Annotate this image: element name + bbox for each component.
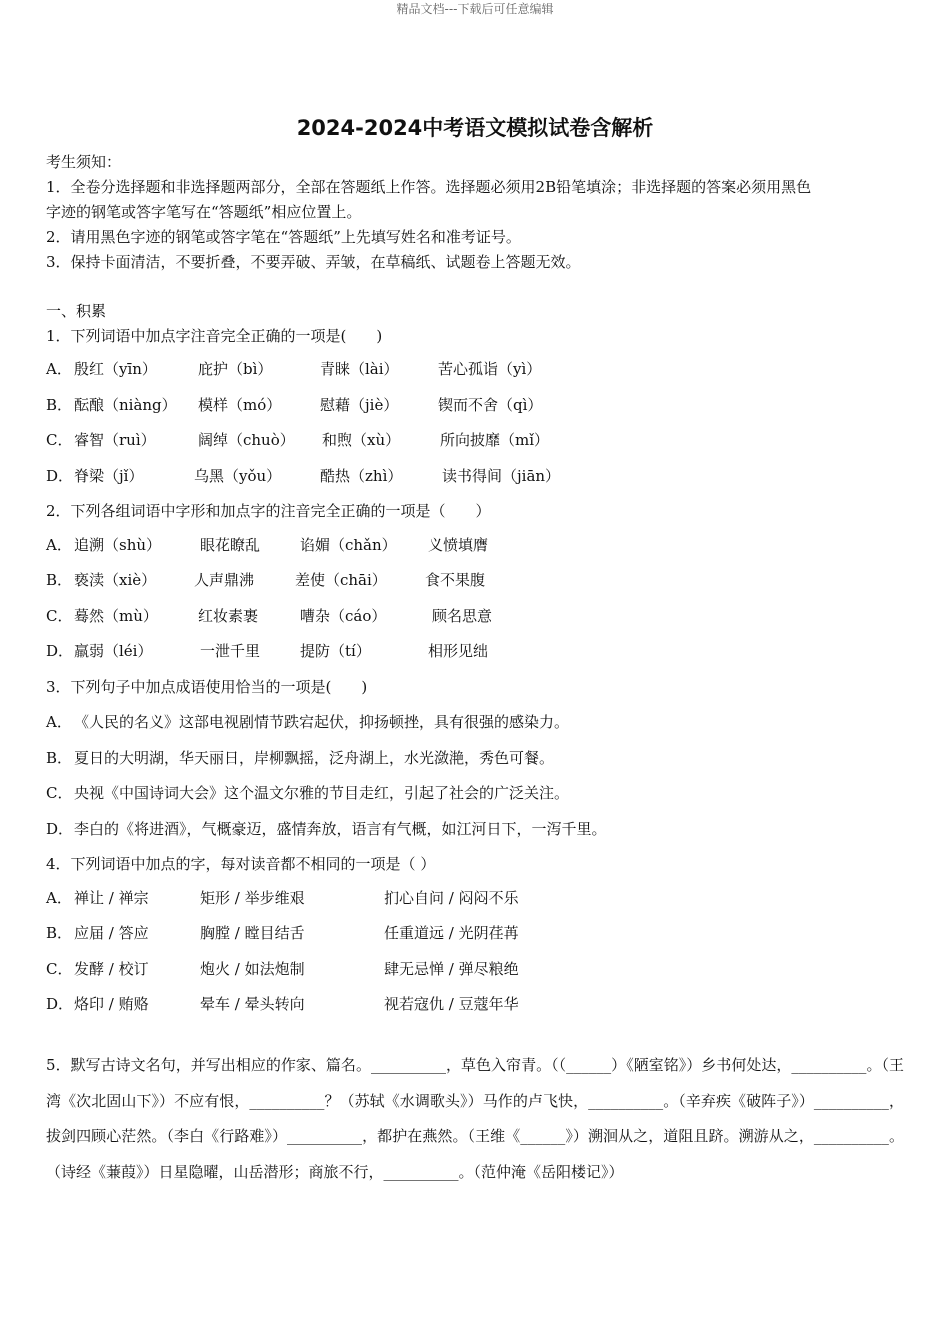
option-item: 青睐（lài） [320,360,399,378]
option-item: 殷红（yīn） [74,360,157,378]
option-item: 蓦然（mù） [74,607,158,625]
option-item: 乌黑（yǒu） [194,467,282,485]
option-item: 眼花瞭乱 [200,536,261,554]
option-item: 红妆素裹 [198,607,259,625]
option-item: 追溯（shù） [74,536,162,554]
option-text: 央视《中国诗词大会》这个温文尔雅的节目走红，引起了社会的广泛关注。 [74,784,570,802]
notice-item: 3．保持卡面清洁，不要折叠，不要弄破、弄皱，在草稿纸、试题卷上答题无效。 [46,253,581,271]
question-3-stem: 3．下列句子中加点成语使用恰当的一项是( ) [46,678,368,696]
option-label: B． [46,924,73,942]
option-item: 一泄千里 [200,642,261,660]
question-2-stem: 2．下列各组词语中字形和加点字的注音完全正确的一项是（ ） [46,502,491,520]
option-item: 苦心孤诣（yì） [438,360,542,378]
notice-item: 1．全卷分选择题和非选择题两部分，全部在答题纸上作答。选择题必须用2B铅笔填涂；非选择题的答案必须用黑色 [46,178,812,196]
option-text: 李白的《将进酒》，气概豪迈，盛情奔放，语言有气概，如江河日下，一泻千里。 [74,820,607,838]
option-label: D． [46,995,74,1013]
option-item: 阔绰（chuò） [198,431,295,449]
option-label: B． [46,396,73,414]
notice-item: 2．请用黑色字迹的钢笔或答字笔在“答题纸”上先填写姓名和准考证号。 [46,228,521,246]
option-item: 肆无忌惮 / 弹尽粮绝 [384,960,519,978]
question-4-stem: 4．下列词语中加点的字，每对读音都不相同的一项是（ ） [46,855,436,873]
option-item: 慰藉（jiè） [320,396,399,414]
option-label: A． [46,536,72,554]
option-label: D． [46,820,74,838]
option-item: 义愤填膺 [428,536,489,554]
option-item: 和煦（xù） [322,431,401,449]
option-item: 矩形 / 举步维艰 [200,889,305,907]
notice-heading: 考生须知： [46,153,122,171]
option-label: B． [46,749,73,767]
option-item: 模样（mó） [198,396,282,414]
option-item: 禅让 / 禅宗 [74,889,149,907]
option-item: 应届 / 答应 [74,924,149,942]
option-item: 脊梁（jǐ） [74,467,144,485]
option-item: 庇护（bì） [198,360,273,378]
option-item: 所向披靡（mǐ） [440,431,550,449]
option-label: C． [46,607,73,625]
option-item: 酝酿（niàng） [74,396,177,414]
option-item: 晕车 / 晕头转向 [200,995,305,1013]
option-item: 提防（tí） [300,642,371,660]
option-item: 顾名思意 [432,607,493,625]
page-title: 2024-2024中考语文模拟试卷含解析 [296,116,654,140]
option-text: 夏日的大明湖，华天丽日，岸柳飘摇，泛舟湖上，水光潋滟，秀色可餐。 [74,749,555,767]
page-header: 精品文档---下载后可任意编辑 [396,2,554,16]
question-1-stem: 1．下列词语中加点字注音完全正确的一项是( ) [46,327,383,345]
option-item: 锲而不舍（qì） [438,396,543,414]
option-item: 人声鼎沸 [194,571,255,589]
option-label: A． [46,889,72,907]
option-item: 酷热（zhì） [320,467,403,485]
option-item: 任重道远 / 光阴荏苒 [384,924,519,942]
question-5-text: 5．默写古诗文名句，并写出相应的作家、篇名。__________，草色入帘青。（（______）《陋室铭》）乡书何处达，__________。（王湾《次北固山下》）不应有恨，__________？（苏轼《水调歌头》）马作的卢飞快，__________。（辛弃疾《破阵子》）__________，拔剑四顾心茫然。（李白《行路难》）__________，都护在燕然。（王维《______》）溯洄从之，道阻且跻。溯游从之，__________。（诗经《蒹葭》）日星隐曜，山岳潜形；商旅不行，__________。（范仲淹《岳阳楼记》） [46,1056,904,1181]
option-item: 差使（chāi） [295,571,387,589]
option-label: C． [46,784,73,802]
option-item: 谄媚（chǎn） [300,536,397,554]
option-item: 扪心自问 / 闷闷不乐 [384,889,519,907]
option-item: 嘈杂（cáo） [300,607,387,625]
option-item: 胸膛 / 瞠目结舌 [200,924,305,942]
option-label: C． [46,431,73,449]
option-item: 视若寇仇 / 豆蔻年华 [384,995,519,1013]
option-label: C． [46,960,73,978]
option-label: B． [46,571,73,589]
option-item: 羸弱（léi） [74,642,153,660]
option-item: 发酵 / 校订 [74,960,149,978]
option-item: 亵渎（xiè） [74,571,157,589]
option-label: A． [46,713,72,731]
section-heading: 一、积累 [46,302,107,320]
option-text: 《人民的名义》这部电视剧情节跌宕起伏，抑扬顿挫，具有很强的感染力。 [74,713,570,731]
option-label: A． [46,360,72,378]
option-item: 食不果腹 [425,571,486,589]
option-label: D． [46,467,74,485]
option-item: 相形见绌 [428,642,489,660]
option-item: 睿智（ruì） [74,431,156,449]
option-item: 烙印 / 贿赂 [74,995,149,1013]
option-label: D． [46,642,74,660]
notice-item: 字迹的钢笔或答字笔写在“答题纸”相应位置上。 [46,203,362,221]
option-item: 读书得间（jiān） [442,467,561,485]
option-item: 炮火 / 如法炮制 [200,960,305,978]
